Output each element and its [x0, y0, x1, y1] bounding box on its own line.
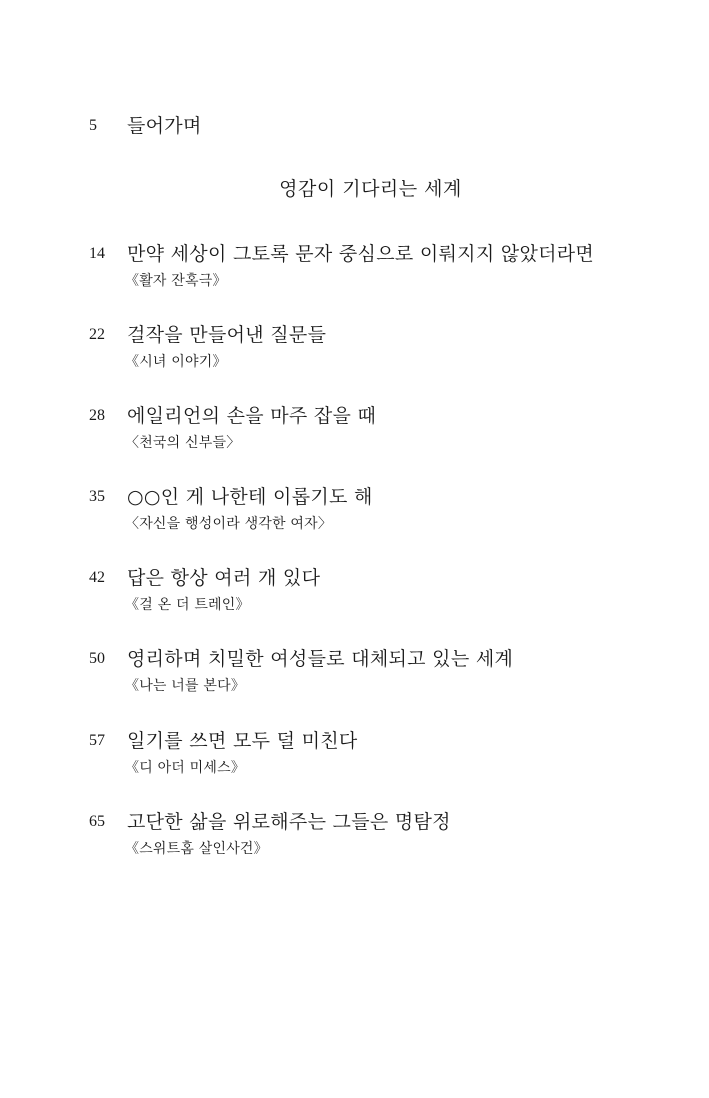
- page-number: 65: [89, 813, 105, 830]
- toc-intro-entry: [89, 112, 649, 140]
- chapter-title: 영리하며 치밀한 여성들로 대체되고 있는 세계: [127, 648, 514, 670]
- toc-entry: [89, 727, 669, 787]
- toc-entry: [89, 645, 669, 705]
- work-title: 〈천국의 신부들〉: [125, 435, 241, 451]
- work-title: 《스위트홈 살인사건》: [125, 841, 268, 857]
- toc-entry: [89, 483, 669, 543]
- page-number: 28: [89, 407, 105, 424]
- section-title: 영감이 기다리는 세계: [279, 178, 462, 200]
- toc-entry: [89, 402, 669, 462]
- work-title: 《시녀 이야기》: [125, 354, 227, 370]
- chapter-title: ○○인 게 나한테 이롭기도 해: [127, 486, 373, 508]
- page-number: 57: [89, 732, 105, 749]
- work-title: 〈자신을 행성이라 생각한 여자〉: [125, 516, 333, 532]
- chapter-title: 만약 세상이 그토록 문자 중심으로 이뤄지지 않았더라면: [127, 243, 595, 265]
- page-number: 22: [89, 326, 105, 343]
- work-title: 《활자 잔혹극》: [125, 273, 227, 289]
- page-number: 5: [89, 117, 97, 134]
- page-number: 50: [89, 650, 105, 667]
- chapter-title: 고단한 삶을 위로해주는 그들은 명탐정: [127, 811, 451, 833]
- chapter-title: 에일리언의 손을 마주 잡을 때: [127, 405, 377, 427]
- toc-entry: [89, 808, 669, 868]
- page-number: 42: [89, 569, 105, 586]
- toc-entry: [89, 240, 669, 300]
- page-number: 35: [89, 488, 105, 505]
- chapter-title: 답은 항상 여러 개 있다: [127, 567, 321, 589]
- work-title: 《걸 온 더 트레인》: [125, 597, 250, 613]
- work-title: 《나는 너를 본다》: [125, 678, 246, 694]
- toc-entry: [89, 564, 669, 624]
- chapter-title: 들어가며: [127, 115, 202, 137]
- work-title: 《디 아더 미세스》: [125, 760, 246, 776]
- page-number: 14: [89, 245, 105, 262]
- chapter-title: 일기를 쓰면 모두 덜 미친다: [127, 730, 358, 752]
- toc-entry: [89, 321, 669, 381]
- chapter-title: 걸작을 만들어낸 질문들: [127, 324, 327, 346]
